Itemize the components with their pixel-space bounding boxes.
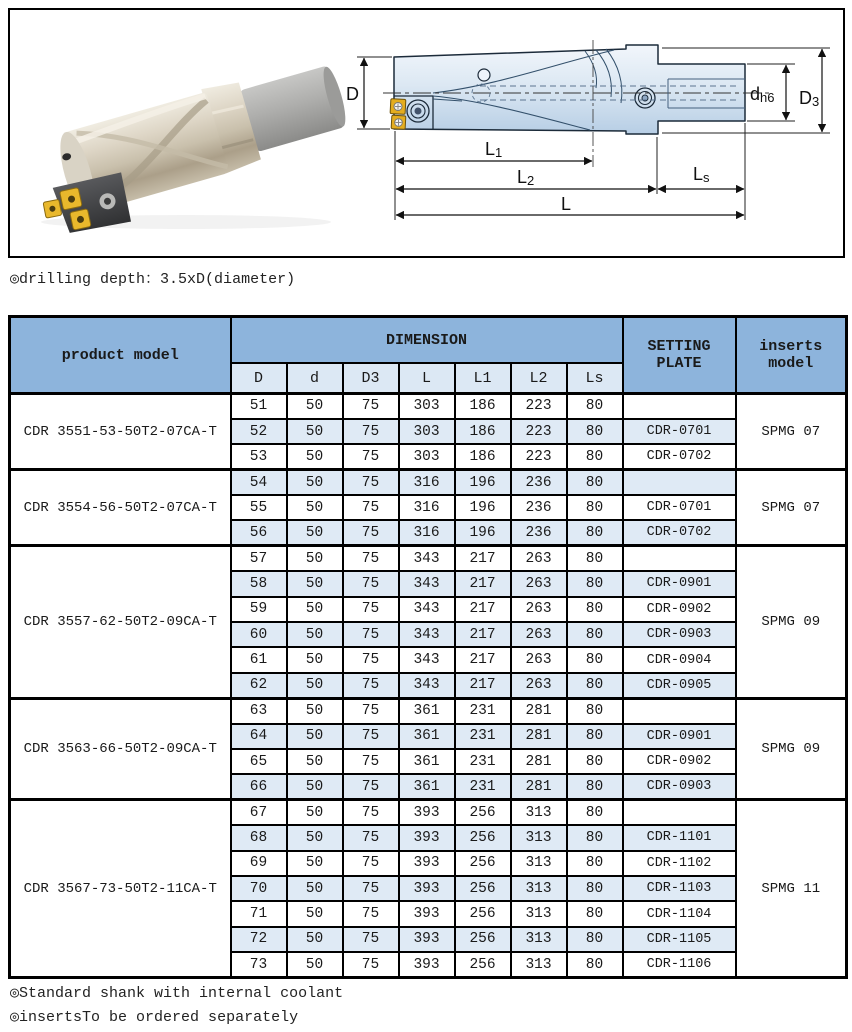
col-header-L2: L2 [511,363,567,394]
table-row [10,800,847,825]
dim-cell-D: 63 [231,698,287,723]
col-header-dimension: DIMENSION [231,317,623,364]
dim-cell-L: 343 [399,622,455,647]
dim-cell-L2: 263 [511,571,567,596]
product-image-panel [8,8,845,258]
inserts-order-note: ◎insertsTo be ordered separately [10,1009,299,1026]
dim-cell-D: 62 [231,673,287,698]
dim-cell-D3: 75 [343,622,399,647]
setting-plate-cell: CDR-1104 [623,901,736,926]
dim-cell-L1: 231 [455,749,511,774]
dim-label-L2: L2 [517,167,535,188]
dim-cell-L1: 217 [455,571,511,596]
dim-label-Ls: Ls [693,164,710,185]
dim-cell-L: 361 [399,749,455,774]
dim-cell-d: 50 [287,901,343,926]
dim-cell-L2: 263 [511,673,567,698]
product-model-cell: CDR 3563-66-50T2-09CA-T [10,698,231,800]
dim-cell-L: 316 [399,520,455,545]
dim-cell-L2: 281 [511,698,567,723]
dim-cell-L1: 256 [455,901,511,926]
setting-plate-cell: CDR-0902 [623,597,736,622]
table-row [10,470,847,495]
setting-plate-cell: CDR-0701 [623,495,736,520]
dim-cell-d: 50 [287,800,343,825]
dim-cell-L1: 231 [455,774,511,799]
dim-cell-Ls: 80 [567,444,623,469]
dim-cell-L: 361 [399,774,455,799]
dim-cell-D: 67 [231,800,287,825]
table-header-row [10,317,847,364]
dim-cell-L: 303 [399,394,455,419]
dim-cell-D: 60 [231,622,287,647]
dim-cell-d: 50 [287,927,343,952]
dim-cell-D3: 75 [343,749,399,774]
dim-cell-Ls: 80 [567,495,623,520]
dim-cell-L: 343 [399,673,455,698]
col-header-setting-plate: SETTING PLATE [623,317,736,394]
dim-cell-D: 68 [231,825,287,850]
dim-cell-L1: 231 [455,724,511,749]
col-header-L: L [399,363,455,394]
table-row [10,394,847,419]
setting-plate-cell: CDR-0901 [623,724,736,749]
dim-cell-L: 393 [399,876,455,901]
drilling-depth-note: ◎drilling depth：3.5xD(diameter) [10,271,296,288]
dim-cell-Ls: 80 [567,394,623,419]
setting-plate-cell: CDR-0903 [623,774,736,799]
dim-cell-L2: 313 [511,825,567,850]
setting-plate-cell: CDR-0901 [623,571,736,596]
dim-cell-L1: 217 [455,546,511,571]
dim-cell-D3: 75 [343,394,399,419]
dim-cell-D: 59 [231,597,287,622]
setting-plate-cell [623,698,736,723]
inserts-model-cell: SPMG 07 [736,470,847,546]
dim-cell-d: 50 [287,470,343,495]
dim-cell-L2: 263 [511,546,567,571]
dim-cell-L2: 223 [511,444,567,469]
dim-cell-L: 393 [399,851,455,876]
dim-cell-L1: 196 [455,520,511,545]
dim-cell-L1: 196 [455,495,511,520]
dim-cell-L: 361 [399,698,455,723]
dim-cell-d: 50 [287,673,343,698]
dim-cell-L1: 186 [455,394,511,419]
dim-cell-L: 316 [399,470,455,495]
dim-cell-D3: 75 [343,470,399,495]
dim-cell-d: 50 [287,825,343,850]
setting-plate-cell: CDR-1102 [623,851,736,876]
setting-plate-cell [623,394,736,419]
dim-cell-D3: 75 [343,647,399,672]
dim-cell-L1: 217 [455,622,511,647]
dim-cell-Ls: 80 [567,647,623,672]
dim-label-D: D [346,84,359,104]
dim-cell-Ls: 80 [567,825,623,850]
dim-cell-Ls: 80 [567,800,623,825]
col-header-L1: L1 [455,363,511,394]
coolant-outlet [478,69,490,81]
collar-screw [635,88,655,108]
dim-cell-D: 57 [231,546,287,571]
dim-cell-d: 50 [287,774,343,799]
dim-cell-L2: 263 [511,647,567,672]
dim-cell-D3: 75 [343,901,399,926]
dim-cell-D: 56 [231,520,287,545]
dim-cell-D: 65 [231,749,287,774]
dim-cell-Ls: 80 [567,419,623,444]
table-row [10,698,847,723]
dim-cell-Ls: 80 [567,927,623,952]
dim-cell-L2: 281 [511,724,567,749]
dim-cell-L: 393 [399,800,455,825]
dim-cell-L2: 313 [511,800,567,825]
dim-cell-L2: 236 [511,495,567,520]
dim-cell-L2: 313 [511,901,567,926]
dim-cell-D3: 75 [343,698,399,723]
dim-cell-Ls: 80 [567,597,623,622]
dim-cell-D3: 75 [343,495,399,520]
col-header-D3: D3 [343,363,399,394]
dim-cell-D3: 75 [343,825,399,850]
setting-plate-cell [623,546,736,571]
product-model-cell: CDR 3557-62-50T2-09CA-T [10,546,231,698]
setting-plate-cell: CDR-1103 [623,876,736,901]
dim-cell-L: 361 [399,724,455,749]
dim-cell-D: 64 [231,724,287,749]
dim-cell-L1: 231 [455,698,511,723]
dim-cell-D3: 75 [343,520,399,545]
dim-cell-L2: 223 [511,419,567,444]
dim-cell-L1: 256 [455,927,511,952]
dim-cell-D3: 75 [343,571,399,596]
dim-cell-d: 50 [287,546,343,571]
col-header-Ls: Ls [567,363,623,394]
inserts-model-cell: SPMG 09 [736,698,847,800]
dim-cell-D3: 75 [343,724,399,749]
dim-cell-L2: 313 [511,876,567,901]
dim-cell-d: 50 [287,647,343,672]
dim-cell-D3: 75 [343,673,399,698]
dim-cell-D: 66 [231,774,287,799]
inserts-model-cell: SPMG 07 [736,394,847,470]
dim-cell-L1: 186 [455,444,511,469]
dim-cell-Ls: 80 [567,546,623,571]
dim-cell-L2: 263 [511,597,567,622]
dim-cell-D: 69 [231,851,287,876]
product-model-cell: CDR 3567-73-50T2-11CA-T [10,800,231,978]
dim-cell-d: 50 [287,394,343,419]
dim-cell-d: 50 [287,952,343,977]
dim-cell-L2: 263 [511,622,567,647]
setting-plate-cell: CDR-0903 [623,622,736,647]
dim-cell-Ls: 80 [567,622,623,647]
dim-cell-L2: 223 [511,394,567,419]
dim-cell-L: 316 [399,495,455,520]
dim-cell-D3: 75 [343,800,399,825]
setting-plate-cell: CDR-0904 [623,647,736,672]
dim-cell-d: 50 [287,622,343,647]
dim-cell-L2: 236 [511,520,567,545]
dim-cell-L2: 313 [511,927,567,952]
dim-cell-L1: 217 [455,673,511,698]
dim-cell-d: 50 [287,419,343,444]
dim-cell-D3: 75 [343,774,399,799]
dim-cell-L2: 281 [511,774,567,799]
dim-cell-d: 50 [287,520,343,545]
dim-cell-d: 50 [287,571,343,596]
dim-cell-Ls: 80 [567,774,623,799]
dim-label-D3: D3 [799,88,820,109]
setting-plate-cell: CDR-0702 [623,444,736,469]
dim-cell-L: 303 [399,444,455,469]
dim-cell-Ls: 80 [567,698,623,723]
dim-cell-D3: 75 [343,419,399,444]
dim-cell-Ls: 80 [567,952,623,977]
setting-plate-cell: CDR-0701 [623,419,736,444]
dim-cell-L1: 256 [455,800,511,825]
col-header-inserts-model: inserts model [736,317,847,394]
drawing-inserts [390,99,406,130]
dim-cell-Ls: 80 [567,520,623,545]
dim-cell-d: 50 [287,749,343,774]
dim-cell-d: 50 [287,851,343,876]
spec-table-body [10,394,847,978]
dim-cell-D: 58 [231,571,287,596]
dim-cell-L: 393 [399,901,455,926]
dim-cell-D3: 75 [343,444,399,469]
dim-cell-D: 70 [231,876,287,901]
dim-cell-L: 343 [399,597,455,622]
col-header-d: d [287,363,343,394]
dim-cell-Ls: 80 [567,749,623,774]
setting-plate-cell: CDR-0702 [623,520,736,545]
dim-cell-Ls: 80 [567,724,623,749]
drill-outline [394,45,745,134]
dim-cell-d: 50 [287,444,343,469]
dim-cell-L: 343 [399,571,455,596]
dim-cell-D: 72 [231,927,287,952]
dim-cell-D: 73 [231,952,287,977]
dim-cell-L1: 217 [455,647,511,672]
dim-cell-L2: 281 [511,749,567,774]
dim-cell-D3: 75 [343,851,399,876]
dim-cell-L1: 217 [455,597,511,622]
drill-render [24,52,348,238]
product-model-cell: CDR 3554-56-50T2-07CA-T [10,470,231,546]
product-model-cell: CDR 3551-53-50T2-07CA-T [10,394,231,470]
dim-cell-L1: 256 [455,825,511,850]
dim-cell-d: 50 [287,597,343,622]
dim-cell-Ls: 80 [567,901,623,926]
dim-cell-L: 303 [399,419,455,444]
setting-plate-cell: CDR-1106 [623,952,736,977]
setting-plate-cell: CDR-0905 [623,673,736,698]
dim-cell-d: 50 [287,698,343,723]
dim-cell-D: 71 [231,901,287,926]
dim-cell-L: 393 [399,927,455,952]
dim-cell-D: 54 [231,470,287,495]
dim-label-dh6: dh6 [750,84,775,105]
dim-cell-Ls: 80 [567,470,623,495]
dim-cell-Ls: 80 [567,851,623,876]
dim-cell-D3: 75 [343,952,399,977]
col-header-D: D [231,363,287,394]
dim-cell-d: 50 [287,876,343,901]
setting-plate-cell: CDR-1101 [623,825,736,850]
setting-plate-cell [623,800,736,825]
dim-label-L1: L1 [485,139,503,160]
dim-cell-D3: 75 [343,876,399,901]
dim-cell-L: 343 [399,546,455,571]
dim-cell-d: 50 [287,724,343,749]
dim-cell-D: 53 [231,444,287,469]
setting-plate-cell: CDR-0902 [623,749,736,774]
dim-cell-D: 55 [231,495,287,520]
setting-plate-cell: CDR-1105 [623,927,736,952]
dim-cell-D3: 75 [343,597,399,622]
dim-cell-d: 50 [287,495,343,520]
dim-cell-Ls: 80 [567,673,623,698]
dim-cell-D: 61 [231,647,287,672]
dim-cell-L2: 313 [511,952,567,977]
dim-label-L: L [561,194,572,214]
table-row [10,546,847,571]
spec-table [8,315,848,979]
dim-cell-L: 393 [399,952,455,977]
inserts-model-cell: SPMG 09 [736,546,847,698]
dim-cell-L1: 256 [455,851,511,876]
drill-photo [18,38,348,238]
standard-shank-note: ◎Standard shank with internal coolant [10,985,344,1002]
col-header-product-model: product model [10,317,231,394]
dim-cell-L1: 196 [455,470,511,495]
dim-cell-L2: 313 [511,851,567,876]
dim-cell-D: 52 [231,419,287,444]
inserts-model-cell: SPMG 11 [736,800,847,978]
dim-cell-L1: 186 [455,419,511,444]
dim-cell-D: 51 [231,394,287,419]
dim-cell-Ls: 80 [567,571,623,596]
setting-plate-cell [623,470,736,495]
dim-cell-L: 343 [399,647,455,672]
dim-cell-L2: 236 [511,470,567,495]
technical-drawing [343,33,840,233]
dim-cell-D3: 75 [343,927,399,952]
dim-cell-D3: 75 [343,546,399,571]
dim-cell-L: 393 [399,825,455,850]
dim-cell-L1: 256 [455,876,511,901]
dim-cell-L1: 256 [455,952,511,977]
dim-cell-Ls: 80 [567,876,623,901]
